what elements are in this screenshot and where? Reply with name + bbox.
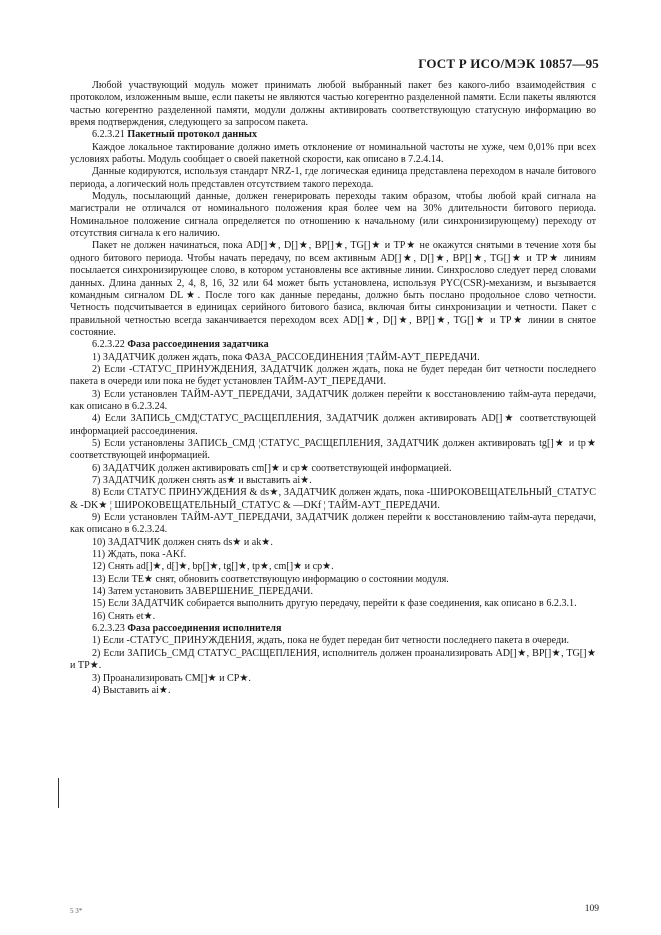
body-paragraph: 1) Если -СТАТУС_ПРИНУЖДЕНИЯ, ждать, пока не будет передан бит четности последнего пакета в очереди. bbox=[92, 635, 570, 647]
body-paragraph: 5) Если установлены ЗАПИСЬ_СМД ¦СТАТУС_РАСЩЕПЛЕНИЯ, ЗАДАТЧИК должен активировать tg[]★ и tp★ соответствующей информацией. bbox=[70, 437, 596, 462]
body-paragraph: 6) ЗАДАТЧИК должен активировать cm[]★ и cp★ соответствующей информацией. bbox=[92, 462, 452, 474]
body-paragraph: 10) ЗАДАТЧИК должен снять ds★ и ak★. bbox=[92, 536, 273, 548]
body-paragraph: 2) Если ЗАПИСЬ_СМД СТАТУС_РАСЩЕПЛЕНИЯ, исполнитель должен проанализировать AD[]★, BP[]★, TG[]★ и TP★. bbox=[70, 647, 596, 672]
body-paragraph: 14) Затем установить ЗАВЕРШЕНИЕ_ПЕРЕДАЧИ. bbox=[92, 586, 313, 598]
body-paragraph: 16) Снять et★. bbox=[92, 610, 156, 622]
section-heading bbox=[70, 623, 596, 635]
body-paragraph: 4) Если ЗАПИСЬ_СМД¦СТАТУС_РАСЩЕПЛЕНИЯ, ЗАДАТЧИК должен активировать AD[]★ соответствующей информацией рассоединения. bbox=[70, 413, 596, 437]
document-body bbox=[70, 80, 596, 697]
body-paragraph: Любой участвующий модуль может принимать любой выбранный пакет без какого-либо взаимодействия с протоколом, изложенным выше, если пакеты не являются частью когерентно разделенной памяти. Если пакеты являются частью когерентно разделенной памяти, модули должны активировать соответствующую статусную информацию во время подтверждения, следующего за запросом пакета. bbox=[70, 80, 596, 129]
section-title: Фаза рассоединения исполнителя bbox=[127, 623, 282, 635]
change-bar bbox=[58, 778, 59, 808]
section-number: 6.2.3.21 bbox=[92, 129, 125, 141]
section-heading bbox=[70, 129, 596, 141]
footer-mark: 5 3* bbox=[70, 907, 83, 915]
body-paragraph: Пакет не должен начинаться, пока AD[]★, D[]★, BP[]★, TG[]★ и TP★ не окажутся снятыми в течение хотя бы одного битового периода. Чтобы начать передачу, по всем активным AD[]★, D[]★, BP[]★, TG[]★ и TP★ линиям посылается синхронизирующее слово, в котором установлены все активные линии. Синхрослово следует перед словами данных. Длина данных 2, 4, 8, 16, 32 или 64 может быть установлена, используя PYC(CSR)-механизм, и вызывается командным сигналом DL★. После того как данные переданы, должно быть послано продольное слово четности. Четность подсчитывается в единицах серийного битового базиса, включая биты синхронизации и четности. Пакет с правильной четностью всегда заканчивается переходом всех AD[]★, D[]★, BP[]★, TG[]★ и TP★ линии в снятое состояние. bbox=[70, 240, 596, 338]
body-paragraph: Каждое локальное тактирование должно иметь отклонение от номинальной частоты не хуже, чем 0,01% при всех условиях работы. Модуль сообщает о своей пакетной скорости, как описано в 7.2.4.14. bbox=[70, 141, 596, 166]
body-paragraph: 7) ЗАДАТЧИК должен снять as★ и выставить ai★. bbox=[92, 475, 312, 486]
body-paragraph: 12) Снять ad[]★, d[]★, bp[]★, tg[]★, tp★, cm[]★ и cp★. bbox=[92, 561, 334, 573]
section-title: Фаза рассоединения задатчика bbox=[127, 339, 269, 351]
section-title: Пакетный протокол данных bbox=[127, 129, 257, 141]
document-header: ГОСТ Р ИСО/МЭК 10857—95 bbox=[418, 56, 599, 71]
section-number: 6.2.3.23 bbox=[92, 623, 125, 635]
body-paragraph: 15) Если ЗАДАТЧИК собирается выполнить другую передачу, перейти к фазе соединения, как описано в 6.2.3.1. bbox=[92, 598, 577, 610]
body-paragraph: 9) Если установлен ТАЙМ-АУТ_ПЕРЕДАЧИ, ЗАДАТЧИК должен перейти к восстановлению тайм-аута передачи, как описано в 6.2.3.24. bbox=[70, 512, 596, 536]
body-paragraph: Модуль, посылающий данные, должен генерировать переходы таким образом, чтобы любой край сигнала на магистрали не отличался от номинального положения края более чем на 30% длительности битового периода. Номинальное положение сигнала определяется по отношению к начальному (или синхронизирующему) переходу от отсутствия сигнала к его наличию. bbox=[70, 191, 596, 240]
section-heading bbox=[70, 339, 596, 351]
body-paragraph: 2) Если -СТАТУС_ПРИНУЖДЕНИЯ, ЗАДАТЧИК должен ждать, пока не будет передан бит четности последнего пакета в очереди или пока не будет установлен ТАЙМ-АУТ_ПЕРЕДАЧИ. bbox=[70, 363, 596, 388]
body-paragraph: 13) Если TE★ снят, обновить соответствующую информацию о состоянии модуля. bbox=[92, 573, 449, 585]
body-paragraph: 4) Выставить ai★. bbox=[92, 684, 171, 696]
body-paragraph: 1) ЗАДАТЧИК должен ждать, пока ФАЗА_РАССОЕДИНЕНИЯ ¦ТАЙМ-АУТ_ПЕРЕДАЧИ. bbox=[92, 351, 480, 363]
section-number: 6.2.3.22 bbox=[92, 339, 125, 351]
page-number: 109 bbox=[584, 904, 599, 914]
body-paragraph: 11) Ждать, пока -AKf. bbox=[92, 549, 187, 561]
body-paragraph: 3) Проанализировать CM[]★ и CP★. bbox=[92, 672, 251, 684]
body-paragraph: Данные кодируются, используя стандарт NRZ-1, где логическая единица представлена переходом в начале битового периода, а логический ноль представлен отсутствием такого перехода. bbox=[70, 166, 596, 190]
body-paragraph: 8) Если СТАТУС ПРИНУЖДЕНИЯ & ds★, ЗАДАТЧИК должен ждать, пока -ШИРОКОВЕЩАТЕЛЬНЫЙ_СТАТУС & -DK★ ¦ ШИРОКОВЕЩАТЕЛЬНЫЙ_СТАТУС & —DKf ¦ ТАЙМ-АУТ_ПЕРЕДАЧИ. bbox=[70, 487, 596, 511]
body-paragraph: 3) Если установлен ТАЙМ-АУТ_ПЕРЕДАЧИ, ЗАДАТЧИК должен перейти к восстановлению тайм-аута передачи, как описано в 6.2.3.24. bbox=[70, 388, 596, 412]
